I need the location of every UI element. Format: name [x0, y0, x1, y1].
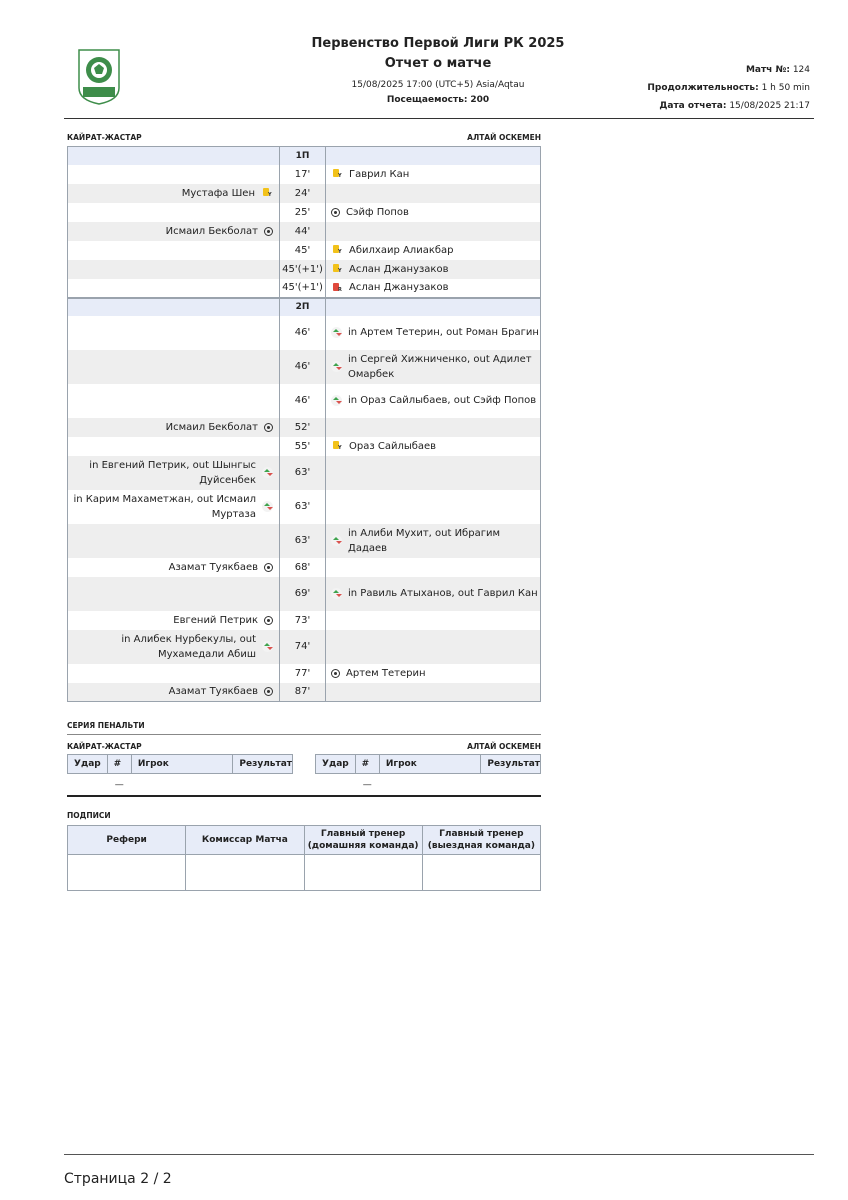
- event-minute: 73': [280, 611, 326, 630]
- match-meta: [647, 61, 810, 115]
- attendance: Посещаемость: 200: [386, 95, 490, 105]
- substitution-icon: [331, 395, 342, 406]
- penalties-label: СЕРИЯ ПЕНАЛЬТИ: [67, 721, 145, 730]
- event-player: Гаврил Кан: [349, 168, 410, 180]
- event-minute: 46': [280, 350, 326, 384]
- event-minute: 68': [280, 558, 326, 577]
- sign-home-coach: Главный тренер (домашняя команда): [304, 826, 422, 855]
- events-table: [67, 146, 541, 702]
- event-minute: 24': [280, 184, 326, 203]
- event-minute: 63': [280, 456, 326, 490]
- red-card-icon: [331, 282, 343, 294]
- col-number: #: [107, 755, 131, 774]
- penalties-bottom-divider: [67, 795, 541, 797]
- sign-away-coach: Главный тренер (выездная команда): [422, 826, 540, 855]
- event-player: in Равиль Атыханов, out Гаврил Кан: [348, 588, 538, 599]
- team-names: [67, 133, 541, 142]
- event-minute: 63': [280, 524, 326, 558]
- penalties-away-team: АЛТАЙ ОСКЕМЕН: [467, 742, 541, 751]
- event-player: in Алибек Нурбекулы, out Мухамедали Абиш: [121, 633, 256, 660]
- signatures-label: ПОДПИСИ: [67, 811, 111, 820]
- half-label: 1П: [280, 147, 326, 165]
- goal-icon: [264, 687, 273, 696]
- substitution-icon: [331, 327, 342, 338]
- event-row: [68, 437, 541, 456]
- goal-icon: [331, 208, 340, 217]
- event-player: Евгений Петрик: [173, 614, 258, 626]
- event-player: in Артем Тетерин, out Роман Брагин: [348, 327, 539, 338]
- event-minute: 45'(+1'): [280, 260, 326, 279]
- event-player: Азамат Туякбаев: [168, 686, 258, 698]
- yellow-card-icon: [331, 244, 343, 256]
- event-player: Азамат Туякбаев: [168, 561, 258, 573]
- event-minute: 25': [280, 203, 326, 222]
- event-player: Аслан Джанузаков: [349, 282, 449, 293]
- sign-box-commissioner: [186, 855, 304, 891]
- event-row: [68, 203, 541, 222]
- event-minute: 77': [280, 664, 326, 683]
- event-player: Сэйф Попов: [346, 206, 409, 218]
- event-player: in Ораз Сайлыбаев, out Сэйф Попов: [348, 395, 537, 406]
- event-row: [68, 184, 541, 203]
- page-number: Страница 2 / 2: [64, 1171, 172, 1187]
- event-player: Мустафа Шен: [181, 187, 255, 199]
- event-minute: 17': [280, 165, 326, 184]
- event-player: Артем Тетерин: [346, 667, 426, 679]
- col-result: Результат: [233, 755, 293, 774]
- event-minute: 46': [280, 384, 326, 418]
- penalties-home-empty: —: [114, 779, 124, 790]
- event-minute: 63': [280, 490, 326, 524]
- away-team-name: АЛТАЙ ОСКЕМЕН: [467, 133, 541, 142]
- yellow-card-icon: [261, 187, 273, 199]
- sign-box-referee: [68, 855, 186, 891]
- event-minute: 45'(+1'): [280, 279, 326, 298]
- event-row: [68, 222, 541, 241]
- event-minute: 44': [280, 222, 326, 241]
- col-number: #: [355, 755, 379, 774]
- event-row: [68, 350, 541, 384]
- col-shot: Удар: [316, 755, 356, 774]
- header-divider: [64, 118, 814, 119]
- substitution-icon: [262, 467, 273, 478]
- event-row: [68, 611, 541, 630]
- event-row: [68, 524, 541, 558]
- yellow-card-icon: [331, 168, 343, 180]
- event-row: [68, 260, 541, 279]
- home-team-name: КАЙРАТ-ЖАСТАР: [67, 133, 142, 142]
- event-minute: 74': [280, 630, 326, 664]
- penalties-home-team: КАЙРАТ-ЖАСТАР: [67, 742, 142, 751]
- penalties-away-table: [315, 754, 541, 796]
- sign-box-home-coach: [304, 855, 422, 891]
- substitution-icon: [262, 501, 273, 512]
- substitution-icon: [331, 535, 342, 546]
- event-player: in Алиби Мухит, out Ибрагим Дадаев: [348, 527, 500, 554]
- event-minute: 55': [280, 437, 326, 456]
- half-header-row: [68, 298, 541, 316]
- event-row: [68, 664, 541, 683]
- penalties-away-empty: —: [362, 779, 372, 790]
- goal-icon: [331, 669, 340, 678]
- event-row: [68, 630, 541, 664]
- substitution-icon: [331, 588, 342, 599]
- event-row: [68, 558, 541, 577]
- event-minute: 46': [280, 316, 326, 350]
- goal-icon: [264, 616, 273, 625]
- col-shot: Удар: [68, 755, 108, 774]
- half-label: 2П: [280, 298, 326, 316]
- penalties-team-names: [67, 742, 541, 751]
- col-player: Игрок: [379, 755, 481, 774]
- sign-commissioner: Комиссар Матча: [186, 826, 304, 855]
- event-player: Исмаил Бекболат: [165, 225, 258, 237]
- goal-icon: [264, 563, 273, 572]
- event-player: Исмаил Бекболат: [165, 421, 258, 433]
- event-row: [68, 577, 541, 611]
- event-minute: 45': [280, 241, 326, 260]
- event-row: [68, 165, 541, 184]
- goal-icon: [264, 423, 273, 432]
- sign-referee: Рефери: [68, 826, 186, 855]
- sign-box-away-coach: [422, 855, 540, 891]
- penalties-divider: [67, 734, 541, 735]
- signatures-table: [67, 825, 541, 891]
- event-row: [68, 490, 541, 524]
- goal-icon: [264, 227, 273, 236]
- event-row: [68, 241, 541, 260]
- footer-divider: [64, 1154, 814, 1155]
- report-header: [260, 35, 616, 107]
- event-player: Ораз Сайлыбаев: [349, 440, 437, 452]
- event-row: [68, 384, 541, 418]
- report-subtitle: Отчет о матче: [384, 56, 492, 71]
- event-minute: 52': [280, 418, 326, 437]
- event-player: in Карим Махаметжан, out Исмаил Муртаза: [73, 493, 256, 520]
- event-player: in Евгений Петрик, out Шынгыс Дуйсенбек: [89, 459, 256, 486]
- half-header-row: [68, 147, 541, 165]
- event-player: in Сергей Хижниченко, out Адилет Омарбек: [348, 353, 532, 380]
- substitution-icon: [262, 641, 273, 652]
- event-player: Абилхаир Алиакбар: [349, 244, 454, 256]
- substitution-icon: [331, 361, 342, 372]
- col-result: Результат: [481, 755, 541, 774]
- event-minute: 87': [280, 683, 326, 702]
- report-date: Дата отчета: 15/08/2025 21:17: [659, 101, 810, 111]
- match-duration: Продолжительность: 1 h 50 min: [647, 83, 810, 93]
- penalties-home-table: [67, 754, 293, 796]
- league-title: Первенство Первой Лиги РК 2025: [311, 36, 565, 51]
- event-row: [68, 456, 541, 490]
- yellow-card-icon: [331, 263, 343, 275]
- match-number: Матч №: 124: [745, 65, 810, 75]
- event-row: [68, 683, 541, 702]
- match-datetime: 15/08/2025 17:00 (UTC+5) Asia/Aqtau: [351, 80, 525, 90]
- event-row: [68, 279, 541, 298]
- yellow-card-icon: [331, 440, 343, 452]
- event-row: [68, 316, 541, 350]
- col-player: Игрок: [131, 755, 233, 774]
- league-logo: [75, 48, 123, 106]
- event-minute: 69': [280, 577, 326, 611]
- event-row: [68, 418, 541, 437]
- event-player: Аслан Джанузаков: [349, 263, 449, 275]
